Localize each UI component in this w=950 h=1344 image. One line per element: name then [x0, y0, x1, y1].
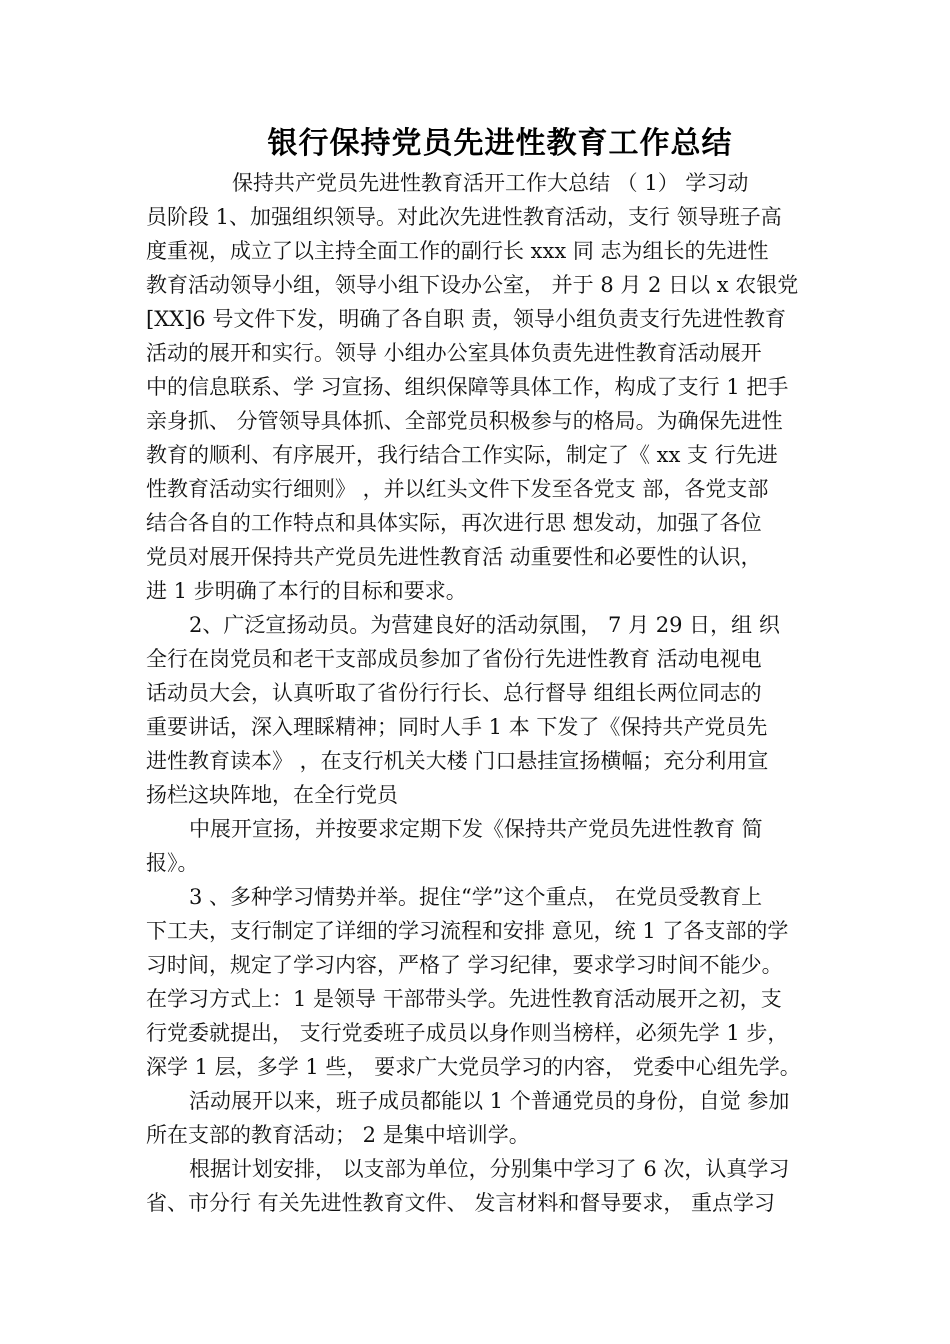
text-line: 教育活动领导小组，领导小组下设办公室， 并于 8 月 2 日以 x 农银党 — [146, 273, 799, 297]
text-line: 省、市分行 有关先进性教育文件、 发言材料和督导要求， 重点学习 — [146, 1191, 776, 1215]
text-line: 保持共产党员先进性教育活开工作大总结 （ 1） 学习动 — [232, 171, 749, 195]
text-line: 话动员大会，认真听取了省份行行长、总行督导 组组长两位同志的 — [146, 681, 762, 705]
text-line: 度重视，成立了以主持全面工作的副行长 xxx 同 志为组长的先进性 — [146, 239, 769, 263]
text-line: 活动展开以来，班子成员都能以 1 个普通党员的身份，自觉 参加 — [189, 1089, 790, 1113]
text-line: 性教育活动实行细则》 ，并以红头文件下发至各党支 部，各党支部 — [146, 477, 769, 501]
text-line: 重要讲话，深入理睬精神；同时人手 1 本 下发了《保持共产党员先 — [146, 715, 768, 739]
text-line: 员阶段 1、加强组织领导。对此次先进性教育活动，支行 领导班子高 — [146, 205, 782, 229]
text-line: 根据计划安排， 以支部为单位，分别集中学习了 6 次，认真学习 — [189, 1157, 790, 1181]
text-line: 教育的顺利、有序展开，我行结合工作实际，制定了《 xx 支 行先进 — [146, 443, 778, 467]
text-line: 中的信息联系、学 习宣扬、组织保障等具体工作，构成了支行 1 把手 — [146, 375, 789, 399]
text-line: 2、广泛宣扬动员。为营建良好的活动氛围， 7 月 29 日，组 织 — [189, 613, 780, 637]
text-line: 报》。 — [146, 851, 199, 875]
text-line: 3 、多种学习情势并举。捉住“学”这个重点， 在党员受教育上 — [189, 885, 763, 909]
text-line: 结合各自的工作特点和具体实际，再次进行思 想发动，加强了各位 — [146, 511, 762, 535]
document-title: 银行保持党员先进性教育工作总结 — [267, 126, 733, 161]
text-line: 深学 1 层，多学 1 些， 要求广大党员学习的内容， 党委中心组先学。 — [146, 1055, 801, 1079]
text-line: 扬栏这块阵地，在全行党员 — [146, 783, 398, 807]
text-line: 下工夫，支行制定了详细的学习流程和安排 意见，统 1 了各支部的学 — [146, 919, 789, 943]
text-line: 全行在岗党员和老干支部成员参加了省份行先进性教育 活动电视电 — [146, 647, 762, 671]
text-line: 所在支部的教育活动； 2 是集中培训学。 — [146, 1123, 530, 1147]
text-line: [XX]6 号文件下发，明确了各自职 责，领导小组负责支行先进性教育 — [146, 307, 786, 331]
text-line: 行党委就提出， 支行党委班子成员以身作则当榜样，必须先学 1 步， — [146, 1021, 789, 1045]
text-line: 习时间，规定了学习内容，严格了 学习纪律，要求学习时间不能少。 — [146, 953, 783, 977]
text-line: 进 1 步明确了本行的目标和要求。 — [146, 579, 467, 603]
text-line: 活动的展开和实行。领导 小组办公室具体负责先进性教育活动展开 — [146, 341, 762, 365]
text-line: 在学习方式上：1 是领导 干部带头学。先进性教育活动展开之初，支 — [146, 987, 782, 1011]
text-line: 中展开宣扬，并按要求定期下发《保持共产党员先进性教育 简 — [189, 817, 763, 841]
text-line: 亲身抓、 分管领导具体抓、全部党员积极参与的格局。为确保先进性 — [146, 409, 783, 433]
text-line: 党员对展开保持共产党员先进性教育活 动重要性和必要性的认识， — [146, 545, 762, 569]
text-line: 进性教育读本》 ，在支行机关大楼 门口悬挂宣扬横幅；充分利用宣 — [146, 749, 769, 773]
